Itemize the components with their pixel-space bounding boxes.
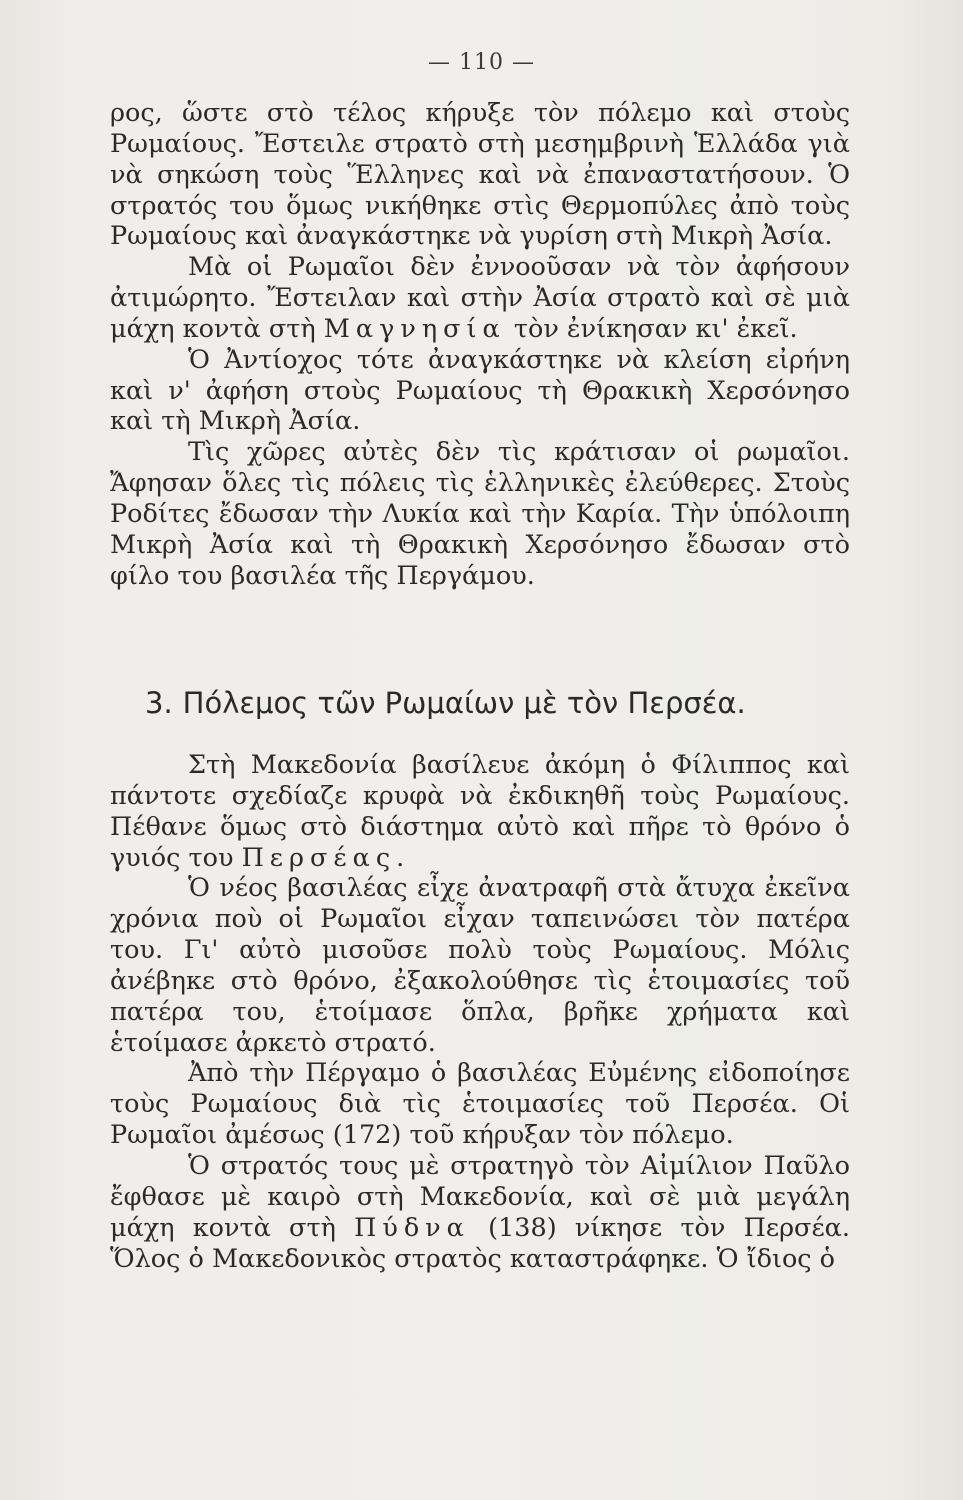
section-title: Πόλεμος τῶν Ρωμαίων μὲ τὸν Περσέα.	[182, 686, 746, 720]
paragraph-territories: Τὶς χῶρες αὐτὲς δὲν τὶς κράτισαν οἱ ρωμαῖοι. Ἄφησαν ὅλες τὶς πόλεις τὶς ἑλληνικὲς ἐλεύθερες. Στοὺς Ροδίτες ἔδωσαν τὴν Λυκία καὶ τὴν Καρία. Τὴν ὑπόλοιπη Μικρὴ Ἀσία καὶ τὴ Θρακικὴ Χερσόνησο ἔδωσαν στὸ φίλο του βασιλέα τῆς Περγάμου.	[110, 437, 850, 591]
place-name-magnesia: Μαγνησία	[323, 313, 506, 344]
paragraph-philip	[110, 750, 850, 873]
paragraph-text: Ὁ στρατός τους μὲ στρατηγὸ τὸν Αἰμίλιον Παῦλο ἔφθασε μὲ καιρὸ στὴ Μακεδονία, καὶ σὲ μιὰ μεγάλη μάχη κοντὰ στὴ	[110, 1150, 850, 1243]
paragraph-text: τὸν ἐνίκησαν κι' ἐκεῖ.	[513, 313, 798, 344]
paragraph-new-king: Ὁ νέος βασιλέας εἶχε ἀνατραφῆ στὰ ἄτυχα ἐκεῖνα χρόνια ποὺ οἱ Ρωμαῖοι εἶχαν ταπεινώσει τὸν πατέρα του. Γι' αὐτὸ μισοῦσε πολὺ τοὺς Ρωμαίους. Μόλις ἀνέβηκε στὸ θρόνο, ἐξακολούθησε τὶς ἑτοιμασίες τοῦ πατέρα του, ἑτοίμασε ὅπλα, βρῆκε χρήματα καὶ ἑτοίμασε ἀρκετὸ στρατό.	[110, 873, 850, 1058]
place-name-pydna: Πύδνα	[354, 1212, 470, 1243]
paragraph-eumenes: Ἀπὸ τὴν Πέργαμο ὁ βασιλέας Εὐμένης εἰδοποίησε τοὺς Ρωμαίους διὰ τὶς ἑτοιμασίες τοῦ Περσέα. Οἱ Ρωμαῖοι ἀμέσως (172) τοῦ κήρυξαν τὸν πόλεμο.	[110, 1058, 850, 1151]
text-block-bottom	[110, 750, 850, 1274]
paragraph-text: Μὰ οἱ Ρωμαῖοι δὲν ἐννοοῦσαν νὰ τὸν ἀφήσουν ἀτιμώρητο. Ἔστειλαν καὶ στὴν Ἀσία στρατὸ καὶ σὲ μιὰ μάχη κοντὰ στὴ	[110, 252, 850, 344]
section-heading	[145, 686, 746, 720]
person-name-perseus: Περσέας.	[241, 842, 411, 873]
section-number: 3.	[145, 686, 173, 720]
paragraph-magnesia	[110, 252, 850, 345]
paragraph-text: Στὴ Μακεδονία βασίλευε ἀκόμη ὁ Φίλιππος καὶ πάντοτε σχεδίαζε κρυφὰ νὰ ἐκδικηθῆ τοὺς Ρωμαίους. Πέθανε ὅμως στὸ διάστημα αὐτὸ καὶ πῆρε τὸ θρόνο ὁ γυιός του	[110, 750, 850, 873]
paragraph-text: (138) νίκησε τὸν Περσέα. Ὅλος ὁ Μακεδονικὸς στρατὸς καταστράφηκε. Ὁ ἴδιος ὁ	[110, 1212, 851, 1274]
paragraph-pydna	[110, 1151, 850, 1274]
page-number: — 110 —	[428, 50, 535, 75]
paragraph-antiochus: Ὁ Ἀντίοχος τότε ἀναγκάστηκε νὰ κλείση εἰρήνη καὶ ν' ἀφήση στοὺς Ρωμαίους τὴ Θρακικὴ Χερσόνησο καὶ τὴ Μικρὴ Ἀσία.	[110, 344, 850, 437]
text-block-top	[110, 98, 850, 592]
paragraph-continuation: ρος, ὥστε στὸ τέλος κήρυξε τὸν πόλεμο καὶ στοὺς Ρωμαίους. Ἔστειλε στρατὸ στὴ μεσημβρινὴ Ἑλλάδα γιὰ νὰ σηκώση τοὺς Ἕλληνες καὶ νὰ ἐπαναστατήσουν. Ὁ στρατός του ὅμως νικήθηκε στὶς Θερμοπύλες ἀπὸ τοὺς Ρωμαίους καὶ ἀναγκάστηκε νὰ γυρίση στὴ Μικρὴ Ἀσία.	[110, 98, 850, 252]
